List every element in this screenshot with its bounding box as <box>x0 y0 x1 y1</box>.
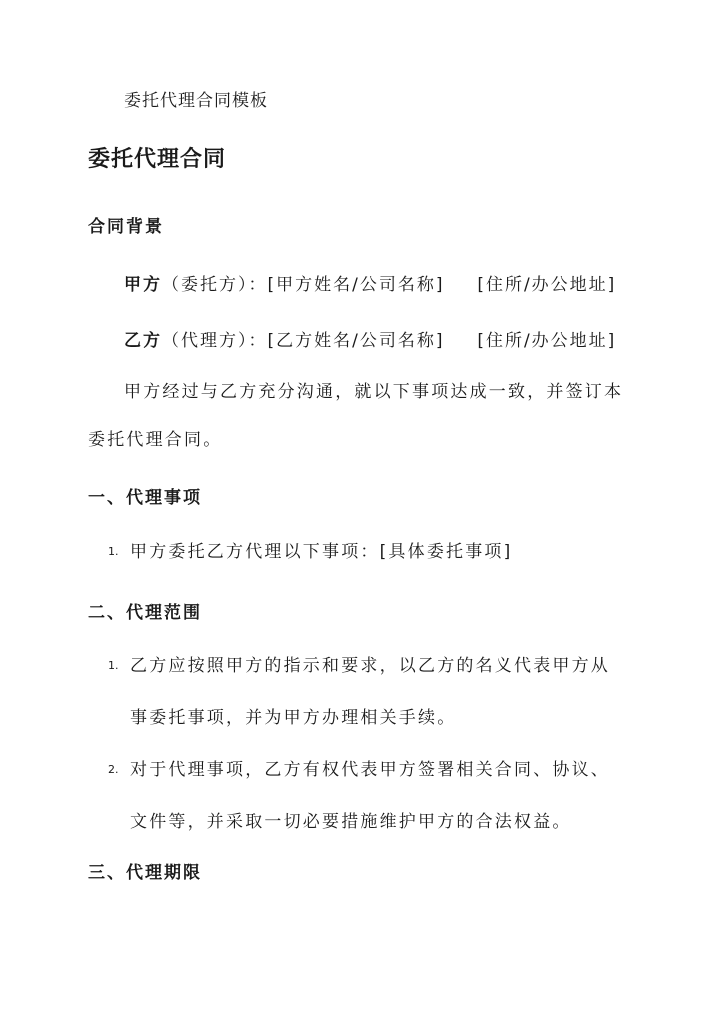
party-a-address-placeholder: [住所/办公地址] <box>477 275 617 295</box>
list-item-number: 1. <box>108 545 119 558</box>
party-b-name-placeholder: [乙方姓名/公司名称] <box>267 331 445 351</box>
party-b-role: （代理方）： <box>162 331 268 351</box>
party-b-address-placeholder: [住所/办公地址] <box>477 331 617 351</box>
list-item-text: 对于代理事项，乙方有权代表甲方签署相关合同、协议、文件等，并采取一切必要措施维护甲方的合法权益。 <box>130 760 610 832</box>
list-item-number: 1. <box>108 659 119 672</box>
list-item-number: 2. <box>108 763 119 776</box>
list-item-text: 乙方应按照甲方的指示和要求，以乙方的名义代表甲方从事委托事项，并为甲方办理相关手续。 <box>130 656 610 728</box>
intro-paragraph: 甲方经过与乙方充分沟通，就以下事项达成一致，并签订本委托代理合同。 <box>88 382 624 450</box>
list-item <box>108 526 628 578</box>
document-title: 委托代理合同 <box>88 147 227 172</box>
party-b-line <box>124 326 616 351</box>
party-a-role: （委托方）： <box>162 275 268 295</box>
party-a-name-placeholder: [甲方姓名/公司名称] <box>267 275 445 295</box>
party-b-label: 乙方 <box>124 331 162 351</box>
section-heading-agency-scope: 二、代理范围 <box>88 603 202 623</box>
list-item <box>108 640 628 744</box>
document-caption: 委托代理合同模板 <box>124 91 268 111</box>
party-a-label: 甲方 <box>124 275 162 295</box>
list-item <box>108 744 628 848</box>
background-heading: 合同背景 <box>88 217 164 237</box>
party-a-line <box>124 270 616 295</box>
section-heading-agency-matters: 一、代理事项 <box>88 488 202 508</box>
list-item-text: 甲方委托乙方代理以下事项：[具体委托事项] <box>130 542 513 562</box>
section-heading-agency-term: 三、代理期限 <box>88 863 202 883</box>
